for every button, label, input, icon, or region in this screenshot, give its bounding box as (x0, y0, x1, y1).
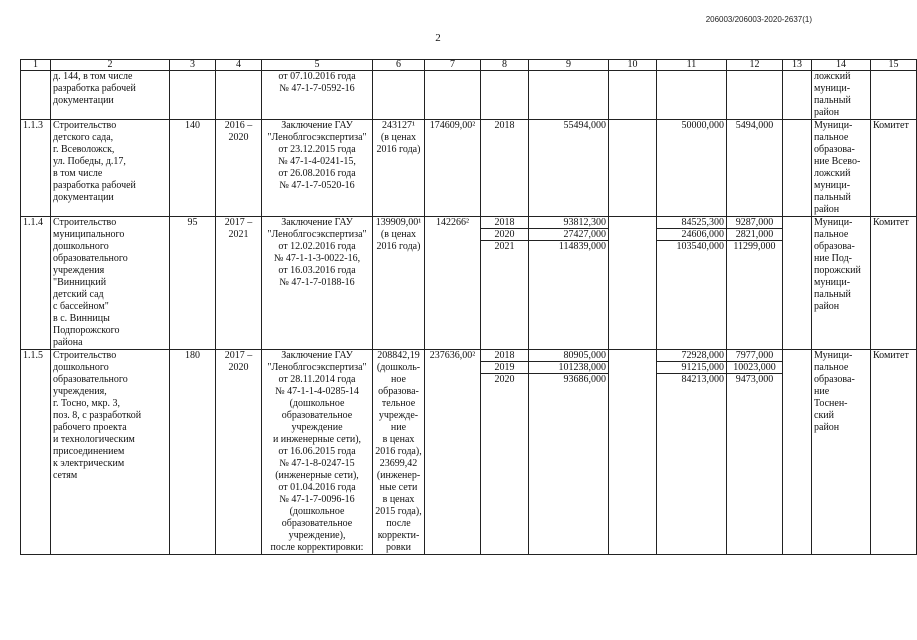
financing-years-value: 2021 (494, 241, 515, 252)
local-budget (727, 71, 783, 120)
total-financing-value: 27427,000 (529, 229, 608, 241)
col-header: 10 (609, 60, 657, 71)
item-number: 1.1.5 (21, 350, 51, 555)
total-financing (529, 71, 609, 120)
total-cost: 142266² (425, 217, 481, 350)
responsible-body: Комитет (871, 350, 917, 555)
col-header: 7 (425, 60, 481, 71)
item-number: 1.1.3 (21, 120, 51, 217)
col-header: 4 (216, 60, 262, 71)
regional-budget-value: 84213,000 (681, 374, 724, 385)
local-budget-value: 7977,000 (727, 350, 782, 362)
total-financing (529, 350, 609, 555)
local-budget (727, 217, 783, 350)
empty-cell (783, 120, 812, 217)
total-financing (529, 217, 609, 350)
object-name: д. 144, в том числе разработка рабочей документации (51, 71, 170, 120)
total-financing-value: 93686,000 (563, 374, 606, 385)
col-header: 3 (170, 60, 216, 71)
regional-budget-value: 72928,000 (657, 350, 726, 362)
local-budget-value: 11299,000 (733, 241, 776, 252)
object-name: Строительство детского сада, г. Всеволожск, ул. Победы, д.17, в том числе разработка рабочей документации (51, 120, 170, 217)
item-number: 1.1.4 (21, 217, 51, 350)
total-financing-value: 80905,000 (529, 350, 608, 362)
document-id: 206003/206003-2020-2637(1) (705, 15, 812, 24)
financing-years (481, 71, 529, 120)
financing-years (481, 120, 529, 217)
estimated-cost: 139909,00¹ (в ценах 2016 года) (373, 217, 425, 350)
regional-budget-value: 24606,000 (657, 229, 726, 241)
col-header: 5 (262, 60, 373, 71)
col-header: 15 (871, 60, 917, 71)
total-cost: 174609,00² (425, 120, 481, 217)
local-budget-value: 9287,000 (727, 217, 782, 229)
col-header: 2 (51, 60, 170, 71)
expertise-conclusion: Заключение ГАУ "Леноблгосэкспертиза" от 12.02.2016 года № 47-1-1-3-0022-16, от 16.03.2016 года № 47-1-7-0188-16 (262, 217, 373, 350)
col-header: 13 (783, 60, 812, 71)
expertise-conclusion: Заключение ГАУ "Леноблгосэкспертиза" от 28.11.2014 года № 47-1-1-4-0285-14 (дошкольное образовательное учреждение и инженерные сети), от 16.06.2015 года № 47-1-8-0247-15 (инженерные сети), от 01.04.2016 года № 47-1-7-0096-16 (дошкольное образовательное учреждение), после корректировки: (262, 350, 373, 555)
total-financing-value: 101238,000 (529, 362, 608, 374)
total-financing (529, 120, 609, 217)
header-row (21, 60, 917, 71)
regional-budget-value: 84525,300 (657, 217, 726, 229)
local-budget-value: 10023,000 (727, 362, 782, 374)
period: 2017 – 2020 (216, 350, 262, 555)
table-row (21, 350, 917, 555)
item-number (21, 71, 51, 120)
col-header: 6 (373, 60, 425, 71)
capacity (170, 71, 216, 120)
period: 2017 – 2021 (216, 217, 262, 350)
capacity: 95 (170, 217, 216, 350)
col-header: 9 (529, 60, 609, 71)
empty-cell (609, 217, 657, 350)
financing-years-value: 2020 (481, 229, 528, 241)
estimated-cost: 208842,19 (дошколь- ное образова- тельное учрежде- ние в ценах 2016 года), 23699,42 (инженер- ные сети в ценах 2015 года), после корректи- ровки (373, 350, 425, 555)
local-budget-value: 9473,000 (735, 374, 774, 385)
empty-cell (609, 350, 657, 555)
table-row (21, 120, 917, 217)
col-header: 14 (812, 60, 871, 71)
capacity: 180 (170, 350, 216, 555)
period (216, 71, 262, 120)
financing-years-value: 2018 (494, 120, 515, 131)
financing-years-value: 2019 (481, 362, 528, 374)
object-name: Строительство дошкольного образовательного учреждения, г. Тосно, мкр. 3, поз. 8, с разработкой рабочего проекта и технологическим присоединением к электрическим сетям (51, 350, 170, 555)
financing-years-value: 2020 (494, 374, 515, 385)
municipality: ложский муници- пальный район (812, 71, 871, 120)
local-budget-value: 2821,000 (727, 229, 782, 241)
financing-years (481, 217, 529, 350)
expertise-conclusion: Заключение ГАУ "Леноблгосэкспертиза" от 23.12.2015 года № 47-1-4-0241-15, от 26.08.2016 года № 47-1-7-0520-16 (262, 120, 373, 217)
col-header: 8 (481, 60, 529, 71)
program-table (20, 59, 917, 555)
regional-budget-value: 91215,000 (657, 362, 726, 374)
responsible-body: Комитет (871, 120, 917, 217)
total-cost: 237636,00² (425, 350, 481, 555)
regional-budget (657, 217, 727, 350)
estimated-cost (373, 71, 425, 120)
local-budget-value: 5494,000 (735, 120, 774, 131)
regional-budget-value: 50000,000 (681, 120, 724, 131)
col-header: 11 (657, 60, 727, 71)
local-budget (727, 120, 783, 217)
total-financing-value: 93812,300 (529, 217, 608, 229)
estimated-cost: 243127¹ (в ценах 2016 года) (373, 120, 425, 217)
local-budget (727, 350, 783, 555)
regional-budget (657, 350, 727, 555)
regional-budget-value: 103540,000 (676, 241, 724, 252)
expertise-conclusion: от 07.10.2016 года № 47-1-7-0592-16 (262, 71, 373, 120)
empty-cell (609, 71, 657, 120)
col-header: 1 (21, 60, 51, 71)
responsible-body: Комитет (871, 217, 917, 350)
total-cost (425, 71, 481, 120)
municipality: Муници- пальное образова- ние Тоснен- ский район (812, 350, 871, 555)
municipality: Муници- пальное образова- ние Под- порожский муници- пальный район (812, 217, 871, 350)
object-name: Строительство муниципального дошкольного образовательного учреждения "Винницкий детский сад с бассейном" в с. Винницы Подпорожского района (51, 217, 170, 350)
total-financing-value: 114839,000 (558, 241, 606, 252)
period: 2016 – 2020 (216, 120, 262, 217)
regional-budget (657, 71, 727, 120)
table-row (21, 217, 917, 350)
page-number: 2 (435, 32, 441, 44)
col-header: 12 (727, 60, 783, 71)
financing-years (481, 350, 529, 555)
empty-cell (783, 71, 812, 120)
empty-cell (783, 217, 812, 350)
responsible-body (871, 71, 917, 120)
regional-budget (657, 120, 727, 217)
empty-cell (783, 350, 812, 555)
empty-cell (609, 120, 657, 217)
total-financing-value: 55494,000 (563, 120, 606, 131)
table-row (21, 71, 917, 120)
capacity: 140 (170, 120, 216, 217)
financing-years-value: 2018 (481, 350, 528, 362)
financing-years-value: 2018 (481, 217, 528, 229)
municipality: Муници- пальное образова- ние Всево- ложский муници- пальный район (812, 120, 871, 217)
